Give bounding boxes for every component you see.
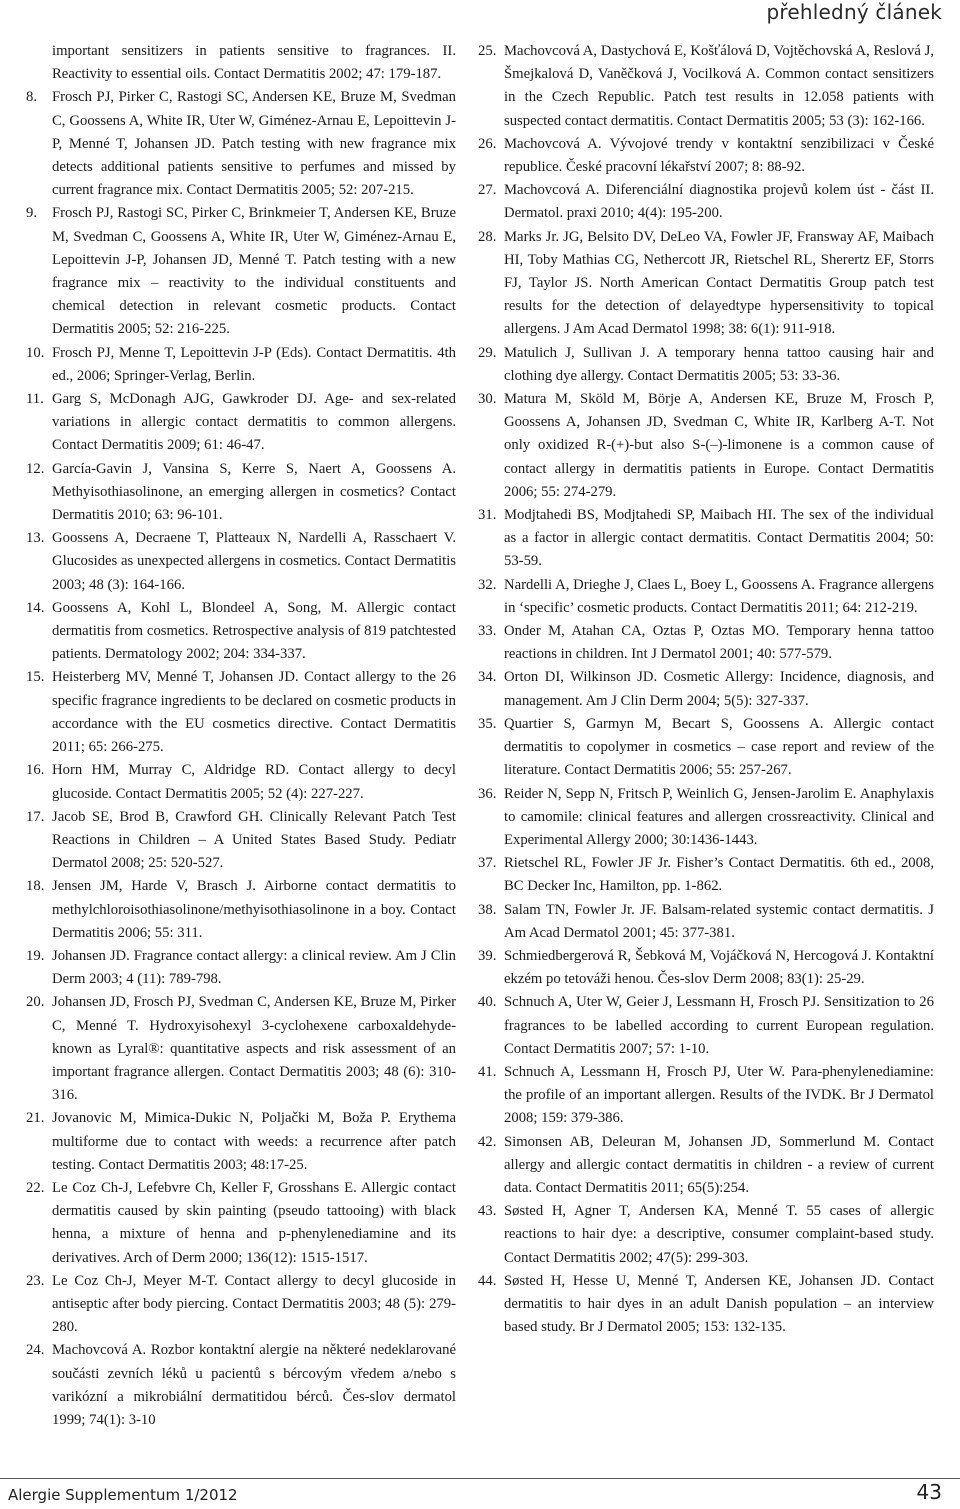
reference-number: 44. — [478, 1272, 497, 1289]
reference-text: Le Coz Ch-J, Lefebvre Ch, Keller F, Grosshans E. Allergic contact dermatitis caused by skin painting (pseudo tattooing) with black henna, a mixture of henna and p-phenylenediamine and its derivatives. Arch of Derm 2000; 136(12): 1515-1517. — [52, 1179, 456, 1266]
reference-number: 38. — [478, 901, 497, 918]
reference-item — [478, 666, 934, 712]
reference-text: Schnuch A, Uter W, Geier J, Lessmann H, Frosch PJ. Sensitization to 26 fragrances to be labelled according to current European regulation. Contact Dermatitis 2007; 57: 1-10. — [504, 994, 934, 1057]
reference-text: Machovcová A. Diferenciální diagnostika projevů kolem úst - část II. Dermatol. praxi 2010; 4(4): 195-200. — [504, 182, 934, 222]
reference-item — [26, 86, 456, 202]
reference-item — [478, 504, 934, 574]
reference-number: 21. — [26, 1110, 45, 1127]
reference-text: Simonsen AB, Deleuran M, Johansen JD, Sommerlund M. Contact allergy and allergic contact dermatitis in children - a review of current data. Contact Dermatitis 2011; 65(5):254. — [504, 1133, 934, 1196]
reference-number: 41. — [478, 1063, 497, 1080]
reference-item — [478, 40, 934, 133]
reference-text: Onder M, Atahan CA, Oztas P, Oztas MO. Temporary henna tattoo reactions in children. Int J Dermatol 2001; 40: 577-579. — [504, 623, 934, 663]
reference-item — [26, 806, 456, 876]
reference-number: 43. — [478, 1203, 497, 1220]
reference-number: 17. — [26, 808, 45, 825]
footer-divider — [0, 1478, 960, 1479]
reference-text: Orton DI, Wilkinson JD. Cosmetic Allergy: Incidence, diagnosis, and management. Am J Clin Derm 2004; 5(5): 327-337. — [504, 669, 934, 709]
reference-item — [478, 945, 934, 991]
reference-number: 14. — [26, 599, 45, 616]
reference-item — [26, 759, 456, 805]
reference-item — [478, 1061, 934, 1131]
reference-item — [26, 527, 456, 597]
reference-number: 34. — [478, 669, 497, 686]
reference-number: 40. — [478, 994, 497, 1011]
reference-text: Frosch PJ, Rastogi SC, Pirker C, Brinkmeier T, Andersen KE, Bruze M, Svedman C, Goossens A, White IR, Uter W, Giménez-Arnau E, Lepoittevin J-P, Johansen JD, Menné T. Patch testing with a new fragrance mix – reactivity to the individual constituents and chemical detection in relevant cosmetic products. Contact Dermatitis 2005; 52: 216-225. — [52, 205, 456, 338]
reference-item — [478, 620, 934, 666]
left-reference-column — [26, 40, 456, 1432]
reference-number: 35. — [478, 715, 497, 732]
reference-number: 37. — [478, 855, 497, 872]
reference-text: García-Gavin J, Vansina S, Kerre S, Naert A, Goossens A. Methyisothiasolinone, an emerging allergen in cosmetics? Contact Dermatitis 2010; 63: 96-101. — [52, 460, 456, 524]
reference-item — [26, 597, 456, 667]
reference-number: 27. — [478, 182, 497, 199]
reference-item — [478, 133, 934, 179]
reference-text: Frosch PJ, Pirker C, Rastogi SC, Andersen KE, Bruze M, Svedman C, Goossens A, White IR, Uter W, Giménez-Arnau E, Lepoittevin J-P, Menné T, Johansen JD. Patch testing with new fragrance mix detects additional patients sensitive to perfumes and missed by current fragrance mix. Contact Dermatitis 2005; 52: 207-215. — [52, 89, 456, 199]
right-reference-column — [478, 40, 934, 1339]
reference-number: 13. — [26, 530, 45, 547]
reference-item — [26, 40, 456, 86]
reference-item — [478, 991, 934, 1061]
reference-item — [26, 1107, 456, 1177]
reference-text: Søsted H, Agner T, Andersen KA, Menné T. 55 cases of allergic reactions to hair dye: a descriptive, consumer complaint-based study. Contact Dermatitis 2002; 47(5): 299-303. — [504, 1203, 934, 1266]
reference-item — [478, 852, 934, 898]
reference-text: Quartier S, Garmyn M, Becart S, Goossens A. Allergic contact dermatitis to copolymer in cosmetics – case report and review of the literature. Contact Dermatitis 2006; 55: 257-267. — [504, 715, 934, 779]
reference-number: 15. — [26, 669, 45, 686]
reference-number: 20. — [26, 994, 45, 1011]
reference-item — [26, 666, 456, 759]
reference-number: 30. — [478, 391, 497, 408]
reference-number: 25. — [478, 43, 497, 59]
reference-item — [478, 179, 934, 225]
reference-text: Schnuch A, Lessmann H, Frosch PJ, Uter W. Para-phenylenediamine: the profile of an important allergen. Results of the IVDK. Br J Dermatol 2008; 159: 379-386. — [504, 1063, 934, 1127]
reference-text: Matulich J, Sullivan J. A temporary henna tattoo causing hair and clothing dye allergy. Contact Dermatitis 2005; 53: 33-36. — [504, 344, 934, 384]
reference-text: Frosch PJ, Menne T, Lepoittevin J-P (Eds). Contact Dermatitis. 4th ed., 2006; Springer-Verlag, Berlin. — [52, 344, 456, 384]
reference-text: Le Coz Ch-J, Meyer M-T. Contact allergy to decyl glucoside in antiseptic after body piercing. Contact Dermatitis 2003; 48 (5): 279-280. — [52, 1272, 456, 1336]
journal-name: Alergie Supplementum 1/2012 — [8, 1486, 238, 1504]
reference-item — [478, 1270, 934, 1340]
reference-text: Johansen JD, Frosch PJ, Svedman C, Andersen KE, Bruze M, Pirker C, Menné T. Hydroxyisohexyl 3-cyclohexene carboxaldehyde- known as Lyral®: quantitative aspects and risk assessment of an important fragrance allergen. Contact Dermatitis 2003; 48 (6): 310-316. — [52, 994, 456, 1104]
reference-number: 22. — [26, 1179, 45, 1196]
reference-number: 23. — [26, 1272, 45, 1289]
reference-text: important sensitizers in patients sensitive to fragrances. II. Reactivity to essential oils. Contact Dermatitis 2002; 47: 179-187. — [52, 43, 456, 83]
reference-number: 36. — [478, 785, 497, 802]
reference-text: Goossens A, Decraene T, Platteaux N, Nardelli A, Rasschaert V. Glucosides as unexpected allergens in cosmetics. Contact Dermatitis 2003; 48 (3): 164-166. — [52, 530, 456, 593]
reference-number: 32. — [478, 576, 497, 593]
reference-number: 39. — [478, 947, 497, 964]
reference-item — [478, 783, 934, 853]
reference-item — [26, 388, 456, 458]
reference-number: 29. — [478, 344, 497, 361]
reference-text: Marks Jr. JG, Belsito DV, DeLeo VA, Fowler JF, Fransway AF, Maibach HI, Toby Mathias CG, Nethercott JR, Rietschel RL, Sherertz EF, Storrs FJ, Taylor JS. North American Contact Dermatitis Group patch test results for the detection of delayedtype hypersensitivity to topical allergens. J Am Acad Dermatol 1998; 38: 6(1): 911-918. — [504, 228, 934, 338]
reference-text: Schmiedbergerová R, Šebková M, Vojáčková N, Hercogová J. Kontaktní ekzém po tetováži henou. Čes-slov Derm 2008; 83(1): 25-29. — [504, 947, 934, 988]
reference-item — [26, 202, 456, 341]
reference-number: 42. — [478, 1133, 497, 1150]
reference-item — [26, 458, 456, 528]
reference-item — [26, 342, 456, 388]
reference-number: 33. — [478, 623, 497, 640]
reference-item — [478, 899, 934, 945]
reference-number: 28. — [478, 228, 497, 245]
reference-text: Garg S, McDonagh AJG, Gawkroder DJ. Age- and sex-related variations in allergic contact dermatitis to common allergens. Contact Dermatitis 2009; 61: 46-47. — [52, 391, 456, 454]
reference-text: Horn HM, Murray C, Aldridge RD. Contact allergy to decyl glucoside. Contact Dermatitis 2005; 52 (4): 227-227. — [52, 762, 456, 802]
reference-number: 19. — [26, 947, 45, 964]
reference-item — [26, 991, 456, 1107]
reference-text: Reider N, Sepp N, Fritsch P, Weinlich G, Jensen-Jarolim E. Anaphylaxis to camomile: clinical features and allergen crossreactivity. Clinical and Experimental Allergy 2000; 30:1436-1443. — [504, 785, 934, 848]
reference-text: Rietschel RL, Fowler JF Jr. Fisher’s Contact Dermatitis. 6th ed., 2008, BC Decker Inc, Hamilton, pp. 1-862. — [504, 855, 934, 895]
reference-text: Jensen JM, Harde V, Brasch J. Airborne contact dermatitis to methylchloroisothiasolinone/methyisothiasolinone in a boy. Contact Dermatitis 2006; 55: 311. — [52, 878, 456, 941]
reference-number: 12. — [26, 460, 45, 477]
reference-text: Søsted H, Hesse U, Menné T, Andersen KE, Johansen JD. Contact dermatitis to hair dyes in an adult Danish population – an interview based study. Br J Dermatol 2005; 153: 132-135. — [504, 1272, 934, 1336]
reference-item — [478, 574, 934, 620]
section-label: přehledný článek — [766, 0, 942, 24]
reference-text: Machovcová A. Rozbor kontaktní alergie na některé nedeklarované součásti zevních léků u pacientů s bércovým vředem a/nebo s varikózní a mikrobiální dermatitidou bérců. Čes-slov dermatol 1999; 74(1): 3-10 — [52, 1342, 456, 1428]
reference-text: Jovanovic M, Mimica-Dukic N, Poljački M, Boža P. Erythema multiforme due to contact with weeds: a recurrence after patch testing. Contact Dermatitis 2003; 48:17-25. — [52, 1110, 456, 1173]
reference-text: Nardelli A, Drieghe J, Claes L, Boey L, Goossens A. Fragrance allergens in ‘specific’ cosmetic products. Contact Dermatitis 2011; 64: 212-219. — [504, 576, 934, 616]
reference-text: Salam TN, Fowler Jr. JF. Balsam-related systemic contact dermatitis. J Am Acad Dermatol 2001; 45: 377-381. — [504, 901, 934, 941]
reference-item — [478, 342, 934, 388]
page-number: 43 — [916, 1480, 942, 1504]
reference-item — [26, 1177, 456, 1270]
reference-text: Jacob SE, Brod B, Crawford GH. Clinically Relevant Patch Test Reactions in Children – A United States Based Study. Pediatr Dermatol 2008; 25: 520-527. — [52, 808, 456, 872]
reference-item — [26, 1270, 456, 1340]
reference-item — [478, 713, 934, 783]
reference-item — [26, 875, 456, 945]
reference-text: Heisterberg MV, Menné T, Johansen JD. Contact allergy to the 26 specific fragrance ingredients to be declared on cosmetic products in accordance with the EU cosmetics directive. Contact Dermatitis 2011; 65: 266-275. — [52, 669, 456, 756]
reference-text: Modjtahedi BS, Modjtahedi SP, Maibach HI. The sex of the individual as a factor in allergic contact dermatitis. Contact Dermatitis 2004; 50: 53-59. — [504, 507, 934, 570]
reference-number: 11. — [26, 391, 44, 408]
reference-text: Machovcová A, Dastychová E, Košťálová D, Vojtěchovská A, Reslová J, Šmejkalová D, Vaněčková J, Vocilková A. Common contact sensitizers in the Czech Republic. Patch test results in 12.058 patients with suspected contact dermatitis. Contact Dermatitis 2005; 53 (3): 162-166. — [504, 43, 934, 129]
reference-text: Matura M, Sköld M, Börje A, Andersen KE, Bruze M, Frosch P, Goossens A, Johansen JD, Svedman C, White IR, Karlberg A-T. Not only oxidized R-(+)-but also S-(–)-limonene is a common cause of contact allergy in dermatitis patients in Europe. Contact Dermatitis 2006; 55: 274-279. — [504, 391, 934, 500]
reference-number: 26. — [478, 135, 497, 152]
reference-text: Goossens A, Kohl L, Blondeel A, Song, M. Allergic contact dermatitis from cosmetics. Retrospective analysis of 819 patchtested patients. Dermatology 2002; 204: 334-337. — [52, 599, 456, 663]
reference-number: 24. — [26, 1342, 45, 1359]
reference-item — [478, 388, 934, 504]
reference-item — [478, 1131, 934, 1201]
reference-number: 16. — [26, 762, 45, 779]
reference-item — [26, 945, 456, 991]
reference-number: 31. — [478, 507, 497, 524]
reference-number: 18. — [26, 878, 45, 895]
reference-item — [478, 226, 934, 342]
reference-number: 10. — [26, 344, 45, 361]
reference-item — [478, 1200, 934, 1270]
reference-number: 9. — [26, 205, 38, 222]
reference-text: Machovcová A. Vývojové trendy v kontaktní senzibilizaci v České republice. České pracovní lékařství 2007; 8: 88-92. — [504, 135, 934, 176]
reference-number: 8. — [26, 89, 38, 106]
reference-item — [26, 1339, 456, 1432]
reference-text: Johansen JD. Fragrance contact allergy: a clinical review. Am J Clin Derm 2003; 4 (11): 789-798. — [52, 947, 456, 988]
